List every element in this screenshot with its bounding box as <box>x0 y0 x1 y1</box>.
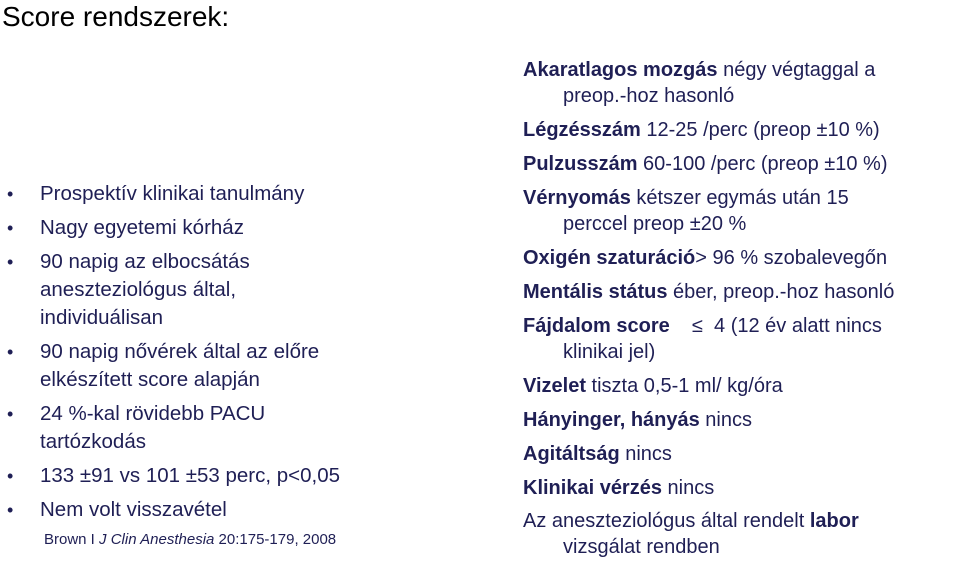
criterion-name: Vizelet <box>523 375 586 397</box>
criteria-list <box>523 57 955 568</box>
criterion-value: ≤ 4 (12 év alatt nincs <box>669 315 882 337</box>
criterion-item <box>523 57 955 109</box>
criterion-continuation: vizsgálat rendben <box>563 536 720 558</box>
bullet-text: 90 napig az elbocsátás <box>40 250 250 273</box>
criterion-value: négy végtaggal a <box>717 59 876 81</box>
criterion-item <box>523 245 955 271</box>
bullet-item <box>0 496 430 524</box>
criterion-value: éber, preop.-hoz hasonló <box>667 281 895 303</box>
left-bullet-list <box>0 180 430 550</box>
criterion-item <box>523 151 955 177</box>
reference-citation <box>0 530 430 550</box>
reference-author: Brown I <box>44 531 100 548</box>
criterion-name: Hányinger, hányás <box>523 409 700 431</box>
criterion-name: Fájdalom score <box>523 315 670 337</box>
criterion-continuation: perccel preop ±20 % <box>563 213 747 235</box>
bullet-dot-icon: • <box>7 500 14 520</box>
bullet-text: tartózkodás <box>40 430 146 453</box>
bullet-item <box>0 462 430 490</box>
criterion-item <box>523 441 955 467</box>
bullet-item <box>0 248 430 332</box>
bullet-text: Nem volt visszavétel <box>40 498 227 521</box>
criterion-name: Légzésszám <box>523 119 641 141</box>
criterion-item <box>523 185 955 237</box>
criterion-item-labor <box>523 508 955 560</box>
reference-details: 20:175-179, 2008 <box>214 531 337 548</box>
criterion-name: Mentális státus <box>523 281 668 303</box>
criterion-name: Oxigén szaturáció <box>523 247 696 269</box>
bullet-item <box>0 400 430 456</box>
criterion-name: Agitáltság <box>523 443 620 465</box>
criterion-item <box>523 117 955 143</box>
criterion-item <box>523 313 955 365</box>
criterion-value: nincs <box>699 409 752 431</box>
bullet-item <box>0 180 430 208</box>
criterion-value: nincs <box>619 443 672 465</box>
page-title: Score rendszerek: <box>2 1 230 32</box>
criterion-continuation: preop.-hoz hasonló <box>563 85 735 107</box>
criterion-value: Az aneszteziológus által rendelt <box>523 510 810 532</box>
criterion-item <box>523 475 955 501</box>
criterion-value: tiszta 0,5-1 ml/ kg/óra <box>586 375 783 397</box>
bullet-text: Nagy egyetemi kórház <box>40 216 244 239</box>
bullet-dot-icon: • <box>7 218 14 238</box>
criterion-continuation: klinikai jel) <box>563 341 656 363</box>
bullet-text: aneszteziológus által, <box>40 278 237 301</box>
criterion-item <box>523 373 955 399</box>
bullet-item <box>0 338 430 394</box>
reference-journal: J Clin Anesthesia <box>99 531 215 548</box>
bullet-text: 24 %-kal rövidebb PACU <box>40 402 266 425</box>
bullet-dot-icon: • <box>7 466 14 486</box>
bullet-text: individuálisan <box>40 306 164 329</box>
bullet-item <box>0 214 430 242</box>
criterion-value: 60-100 /perc (preop ±10 %) <box>637 153 888 175</box>
bullet-text: 133 ±91 vs 101 ±53 perc, p<0,05 <box>40 464 341 487</box>
criterion-item <box>523 407 955 433</box>
bullet-dot-icon: • <box>7 404 14 424</box>
criterion-name: labor <box>809 510 859 532</box>
criterion-name: Pulzusszám <box>523 153 638 175</box>
criterion-item <box>523 279 955 305</box>
bullet-dot-icon: • <box>7 342 14 362</box>
criterion-value: > 96 % szobalevegőn <box>695 247 888 269</box>
bullet-text: 90 napig nővérek által az előre <box>40 340 320 363</box>
criterion-value: kétszer egymás után 15 <box>630 187 849 209</box>
criterion-name: Klinikai vérzés <box>523 477 662 499</box>
criterion-value: nincs <box>661 477 715 499</box>
criterion-name: Vérnyomás <box>523 187 631 209</box>
bullet-text: elkészített score alapján <box>40 368 260 391</box>
bullet-text: Prospektív klinikai tanulmány <box>40 182 305 205</box>
criterion-name: Akaratlagos mozgás <box>523 59 718 81</box>
bullet-dot-icon: • <box>7 252 14 272</box>
criterion-value: 12-25 /perc (preop ±10 %) <box>640 119 880 141</box>
bullet-dot-icon: • <box>7 184 14 204</box>
